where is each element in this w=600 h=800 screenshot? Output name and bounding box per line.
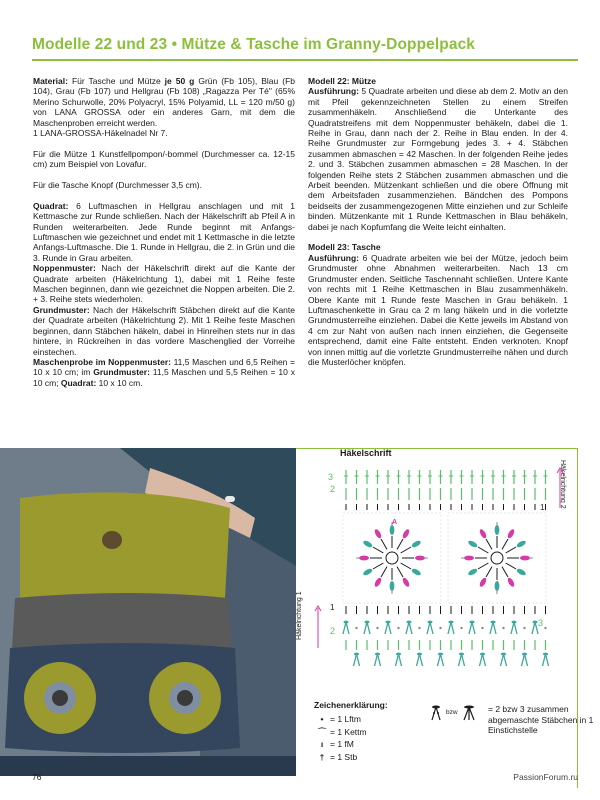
material-needle: 1 LANA-GROSSA-Häkelnadel Nr 7. <box>33 128 168 139</box>
stitch-mark <box>401 563 411 569</box>
probe-label: Maschenprobe im Noppenmuster: <box>33 356 171 367</box>
noppe-mark <box>533 621 538 624</box>
stitch-mark <box>486 539 492 549</box>
model23-label: Ausführung: <box>308 252 359 263</box>
noppen-label: Noppenmuster: <box>33 263 96 274</box>
noppe-mark <box>480 654 486 666</box>
noppe-mark <box>417 654 423 666</box>
stitch-mark <box>502 539 508 549</box>
noppe-mark <box>406 622 412 634</box>
cluster-2-icon <box>430 704 442 722</box>
noppe-mark <box>490 622 496 634</box>
noppe-mark <box>543 654 549 666</box>
stitch-mark <box>381 567 387 577</box>
noppe-mark <box>344 621 349 624</box>
petal-mark <box>478 528 487 539</box>
single-crochet-icon: ı <box>320 739 324 750</box>
noppe-mark <box>511 622 517 634</box>
pompon-paragraph: Für die Mütze 1 Kunstfellpompon/-bommel (Durchmesser ca. 12-15 cm) zum Beispiel von Lovafur. <box>33 148 295 170</box>
instructions-left <box>33 76 295 388</box>
noppe-mark <box>407 621 412 624</box>
combo-text: = 2 bzw 3 zusammen abgemaschte Stäbchen in 1 Einstichstelle <box>488 704 594 735</box>
grund-paragraph <box>33 305 295 357</box>
legend-list <box>314 713 367 763</box>
petal-mark <box>401 528 410 539</box>
material-bold: je 50 g <box>164 76 195 86</box>
chain-stitch-icon: • <box>320 714 324 724</box>
noppe-mark <box>543 653 548 656</box>
noppe-mark <box>438 654 444 666</box>
row-label-1-top: 1 <box>540 503 545 512</box>
petal-mark <box>464 556 474 561</box>
stitch-mark <box>373 563 383 569</box>
noppe-mark <box>512 621 517 624</box>
petal-mark <box>467 539 478 548</box>
stitch-mark <box>502 567 508 577</box>
stitch-mark <box>481 627 483 629</box>
noppe-mark <box>469 622 475 634</box>
material-text2: Grün (Fb 105), Blau (Fb 104), Grau (Fb 107) und Hellgrau (Fb 108) „Ragazza Per Té" (65% Merino Schurwolle, 20% Polyacryl, 15% Polyamid, LL = 120 m/50 g) von LANA GROSSA oder ein anderes Garn, mit dem die Maschenproben erreicht werden. <box>33 76 295 128</box>
noppe-mark <box>522 654 528 666</box>
row-label-1-bottom: 1 <box>330 603 335 612</box>
noppe-mark <box>448 622 454 634</box>
probe-text: 11,5 Maschen und 6,5 Reihen = 10 x 10 cm; im <box>33 356 295 378</box>
noppe-mark <box>470 621 475 624</box>
material-label: Material: <box>33 76 68 86</box>
petal-mark <box>506 528 515 539</box>
chart-title: Häkelschrift <box>340 448 392 458</box>
combo-symbols <box>430 704 488 722</box>
stitch-mark <box>401 547 411 553</box>
noppe-mark <box>354 653 359 656</box>
stitch-mark <box>460 627 462 629</box>
stitch-mark <box>373 547 383 553</box>
grundmuster-rows <box>344 470 548 510</box>
row-label-2-bottom: 2 <box>330 626 336 636</box>
button-paragraph: Für die Tasche Knopf (Durchmesser 3,5 cm). <box>33 180 202 191</box>
noppe-mark <box>375 653 380 656</box>
petal-mark <box>411 539 422 548</box>
row-label-3-top: 3 <box>328 472 334 482</box>
watermark: PassionForum.ru <box>513 772 578 782</box>
petal-mark <box>390 581 395 591</box>
chart-frame-side <box>577 448 578 788</box>
legend-item <box>314 751 367 764</box>
noppe-mark <box>354 654 360 666</box>
petal-mark <box>390 525 395 535</box>
noppe-mark <box>386 621 391 624</box>
petal-mark <box>467 567 478 576</box>
noppe-mark <box>428 621 433 624</box>
slip-stitch-icon: ⌒ <box>317 726 327 737</box>
legend-item <box>314 713 367 726</box>
page-title: Modelle 22 und 23 • Mütze & Tasche im Granny-Doppelpack <box>32 36 476 53</box>
noppe-mark <box>385 622 391 634</box>
petal-mark <box>516 567 527 576</box>
quadrat-paragraph <box>33 201 295 263</box>
cluster-3-icon <box>462 704 476 722</box>
noppe-mark <box>427 622 433 634</box>
grund-text: Nach der Häkelschrift Stäbchen direkt auf die Kante der Quadrate arbeiten (Häkelrichtung 2). Mit 1 Reihe feste Maschen beginnen, dann Stäbchen häkeln, dabei in Hinreihen stets nur in das hintere, in Rückreihen in das vordere Maschenglied der Vorreihe einstechen. <box>33 304 295 357</box>
petal-mark <box>478 577 487 588</box>
material-paragraph <box>33 76 295 128</box>
stitch-mark <box>397 627 399 629</box>
arrow-a-label: A <box>392 519 398 526</box>
noppe-mark <box>480 653 485 656</box>
noppe-mark <box>365 621 370 624</box>
stitch-mark <box>397 539 403 549</box>
legend-item-text: = 1 fM <box>330 739 354 750</box>
granny-square-left <box>343 513 441 603</box>
legend-item <box>314 726 367 739</box>
model23-paragraph <box>308 253 568 367</box>
legend-item <box>314 738 367 751</box>
row-label-2-top: 2 <box>330 484 336 494</box>
noppen-text: Nach der Häkelschrift direkt auf die Kante der Quadrate arbeiten (Häkelrichtung 1), dabei mit 1 Reihe feste Maschen beginnen, dann wie gezeichnet die Noppen arbeiten. Die 2. + 3. Reihe stets wiederholen. <box>33 263 295 305</box>
bzw-label: bzw <box>446 708 458 716</box>
double-crochet-icon: † <box>319 751 325 762</box>
stitch-mark <box>376 627 378 629</box>
quadrat-text: 6 Luftmaschen in Hellgrau anschlagen und mit 1 Kettmasche zur Runde schließen. Nach der Häkelschrift ab Pfeil A in Runden weiterarbeiten. Jede Runde beginnt mit Anfangs-Luftmaschen wie gezeichnet und endet mit 1 Kettmasche in die letzte Anfangs-Luftmasche. Die 1. Runde in Hellgrau, die 2. in Grün und die 3. Runde in Grau arbeiten. <box>33 200 295 263</box>
noppen-rows <box>343 606 549 666</box>
stitch-mark <box>506 563 516 569</box>
stitch-mark <box>486 567 492 577</box>
noppe-mark <box>396 654 402 666</box>
noppe-mark <box>501 654 507 666</box>
model23-heading: Modell 23: Tasche <box>308 242 381 253</box>
legend-item-text: = 1 Kettm <box>330 726 367 737</box>
probe-quadrat-label: Quadrat: <box>60 377 97 388</box>
petal-mark <box>362 539 373 548</box>
noppe-mark <box>449 621 454 624</box>
bag-illustration <box>0 448 296 776</box>
quadrat-label: Quadrat: <box>33 200 69 211</box>
model23-text: 6 Quadrate arbeiten wie bei der Mütze, jedoch beim Grundmuster ohne Abnahmen weiterarbeiten. Nach 13 cm Grundmuster enden. Seitliche Taschennaht schließen. Untere Kante von rechts mit 1 Reihe Kettmaschen in Blau zusammenhäkeln. Obere Kante mit 1 Runde feste Maschen in Grau behäkeln. 1 Luftmaschenkette in Grau ca 2 m lang häkeln und in die vorletzte Grundmusterreihe einziehen. Dabei die Kette jeweils im Abstand von 4 cm zur Naht von außen nach innen einziehen, die Gegenseite entsprechend, damit eine Falte entsteht. Enden verknoten. Knopf von innen mittig auf die vorletzte Grundmusterreihe nähen und durch die Musterlöcher knöpfen. <box>308 252 568 367</box>
model22-heading: Modell 22: Mütze <box>308 76 377 86</box>
legend-title: Zeichenerklärung: <box>314 700 388 710</box>
crochet-chart <box>308 458 576 680</box>
petal-mark <box>359 556 369 561</box>
bag-photo <box>0 448 296 776</box>
petal-mark <box>401 577 410 588</box>
noppe-mark <box>364 622 370 634</box>
probe-text3: 10 x 10 cm. <box>96 377 143 388</box>
model22-label: Ausführung: <box>308 86 359 97</box>
petal-mark <box>415 556 425 561</box>
petal-mark <box>495 525 500 535</box>
noppe-mark <box>438 653 443 656</box>
grund-label: Grundmuster: <box>33 304 90 315</box>
probe-paragraph <box>33 357 295 388</box>
petal-mark <box>516 539 527 548</box>
noppe-mark <box>459 654 465 666</box>
stitch-mark <box>544 627 546 629</box>
noppe-mark <box>343 622 349 634</box>
model22-text: 5 Quadrate arbeiten und diese ab dem 2. Motiv an den mit Pfeil gekennzeichneten Stellen zu einem Streifen zusammenhäkeln. Anschließend die Unterkante des Quadratstreifens mit dem Noppenmuster behäkeln, dabei die 1. Reihe in Grau, dann nach der 2. Reihe in Blau enden. In der 4. Reihe Grundmuster zur Formgebung jedes 3. + 4. Stäbchen zusammen abmaschen = 42 Maschen. In der folgenden Reihe jedes 2. und 3. Stäbchen zusammen abmaschen = 28 Maschen. In der folgenden Reihe stets 2 Stäbchen zusammen abmaschen und die Arbeit beenden. Mützenkant schließen und die obere Öffnung mit dem Arbeitsfaden zusammenziehen. Bändchen des Pompons beidseits der zusammengezogenen Mitte einziehen und zur Schleife binden. Mützenkante mit 1 Runde Kettmaschen in Blau behäkeln, dabei je nach Kopfumfang die Weite leicht einhalten. <box>308 86 568 232</box>
petal-mark <box>373 577 382 588</box>
row-label-3-bottom: 3 <box>538 618 544 628</box>
stitch-mark <box>478 547 488 553</box>
granny-square-right <box>448 513 546 603</box>
stitch-mark <box>478 563 488 569</box>
noppe-mark <box>501 653 506 656</box>
probe-grund-label: Grundmuster: <box>93 367 150 378</box>
noppen-paragraph <box>33 263 295 305</box>
stitch-mark <box>381 539 387 549</box>
stitch-mark <box>355 627 357 629</box>
direction-1-label: Häkelrichtung 1 <box>296 591 303 640</box>
stitch-mark <box>439 627 441 629</box>
legend-item-text: = 1 Stb <box>330 751 358 762</box>
chart-frame-top <box>296 448 578 449</box>
noppe-mark <box>417 653 422 656</box>
petal-mark <box>506 577 515 588</box>
probe-text2: 11,5 Maschen und 5,5 Reihen = 10 x 10 cm; <box>33 367 295 388</box>
petal-mark <box>362 567 373 576</box>
model22-paragraph <box>308 86 568 232</box>
noppe-mark <box>459 653 464 656</box>
stitch-mark <box>418 627 420 629</box>
noppe-mark <box>396 653 401 656</box>
stitch-mark <box>397 567 403 577</box>
stitch-mark <box>502 627 504 629</box>
legend-item-text: = 1 Lftm <box>330 714 361 724</box>
petal-mark <box>373 528 382 539</box>
petal-mark <box>520 556 530 561</box>
noppe-mark <box>491 621 496 624</box>
petal-mark <box>411 567 422 576</box>
material-text: Für Tasche und Mütze <box>71 76 165 86</box>
petal-mark <box>495 581 500 591</box>
stitch-mark <box>506 547 516 553</box>
legend-combo <box>430 704 600 736</box>
direction-2-label: Häkelrichtung 2 <box>559 460 566 509</box>
page-number: 76 <box>32 772 42 782</box>
noppe-mark <box>522 653 527 656</box>
instructions-right <box>308 76 568 367</box>
noppe-mark <box>375 654 381 666</box>
title-rule <box>32 59 578 61</box>
stitch-mark <box>523 627 525 629</box>
